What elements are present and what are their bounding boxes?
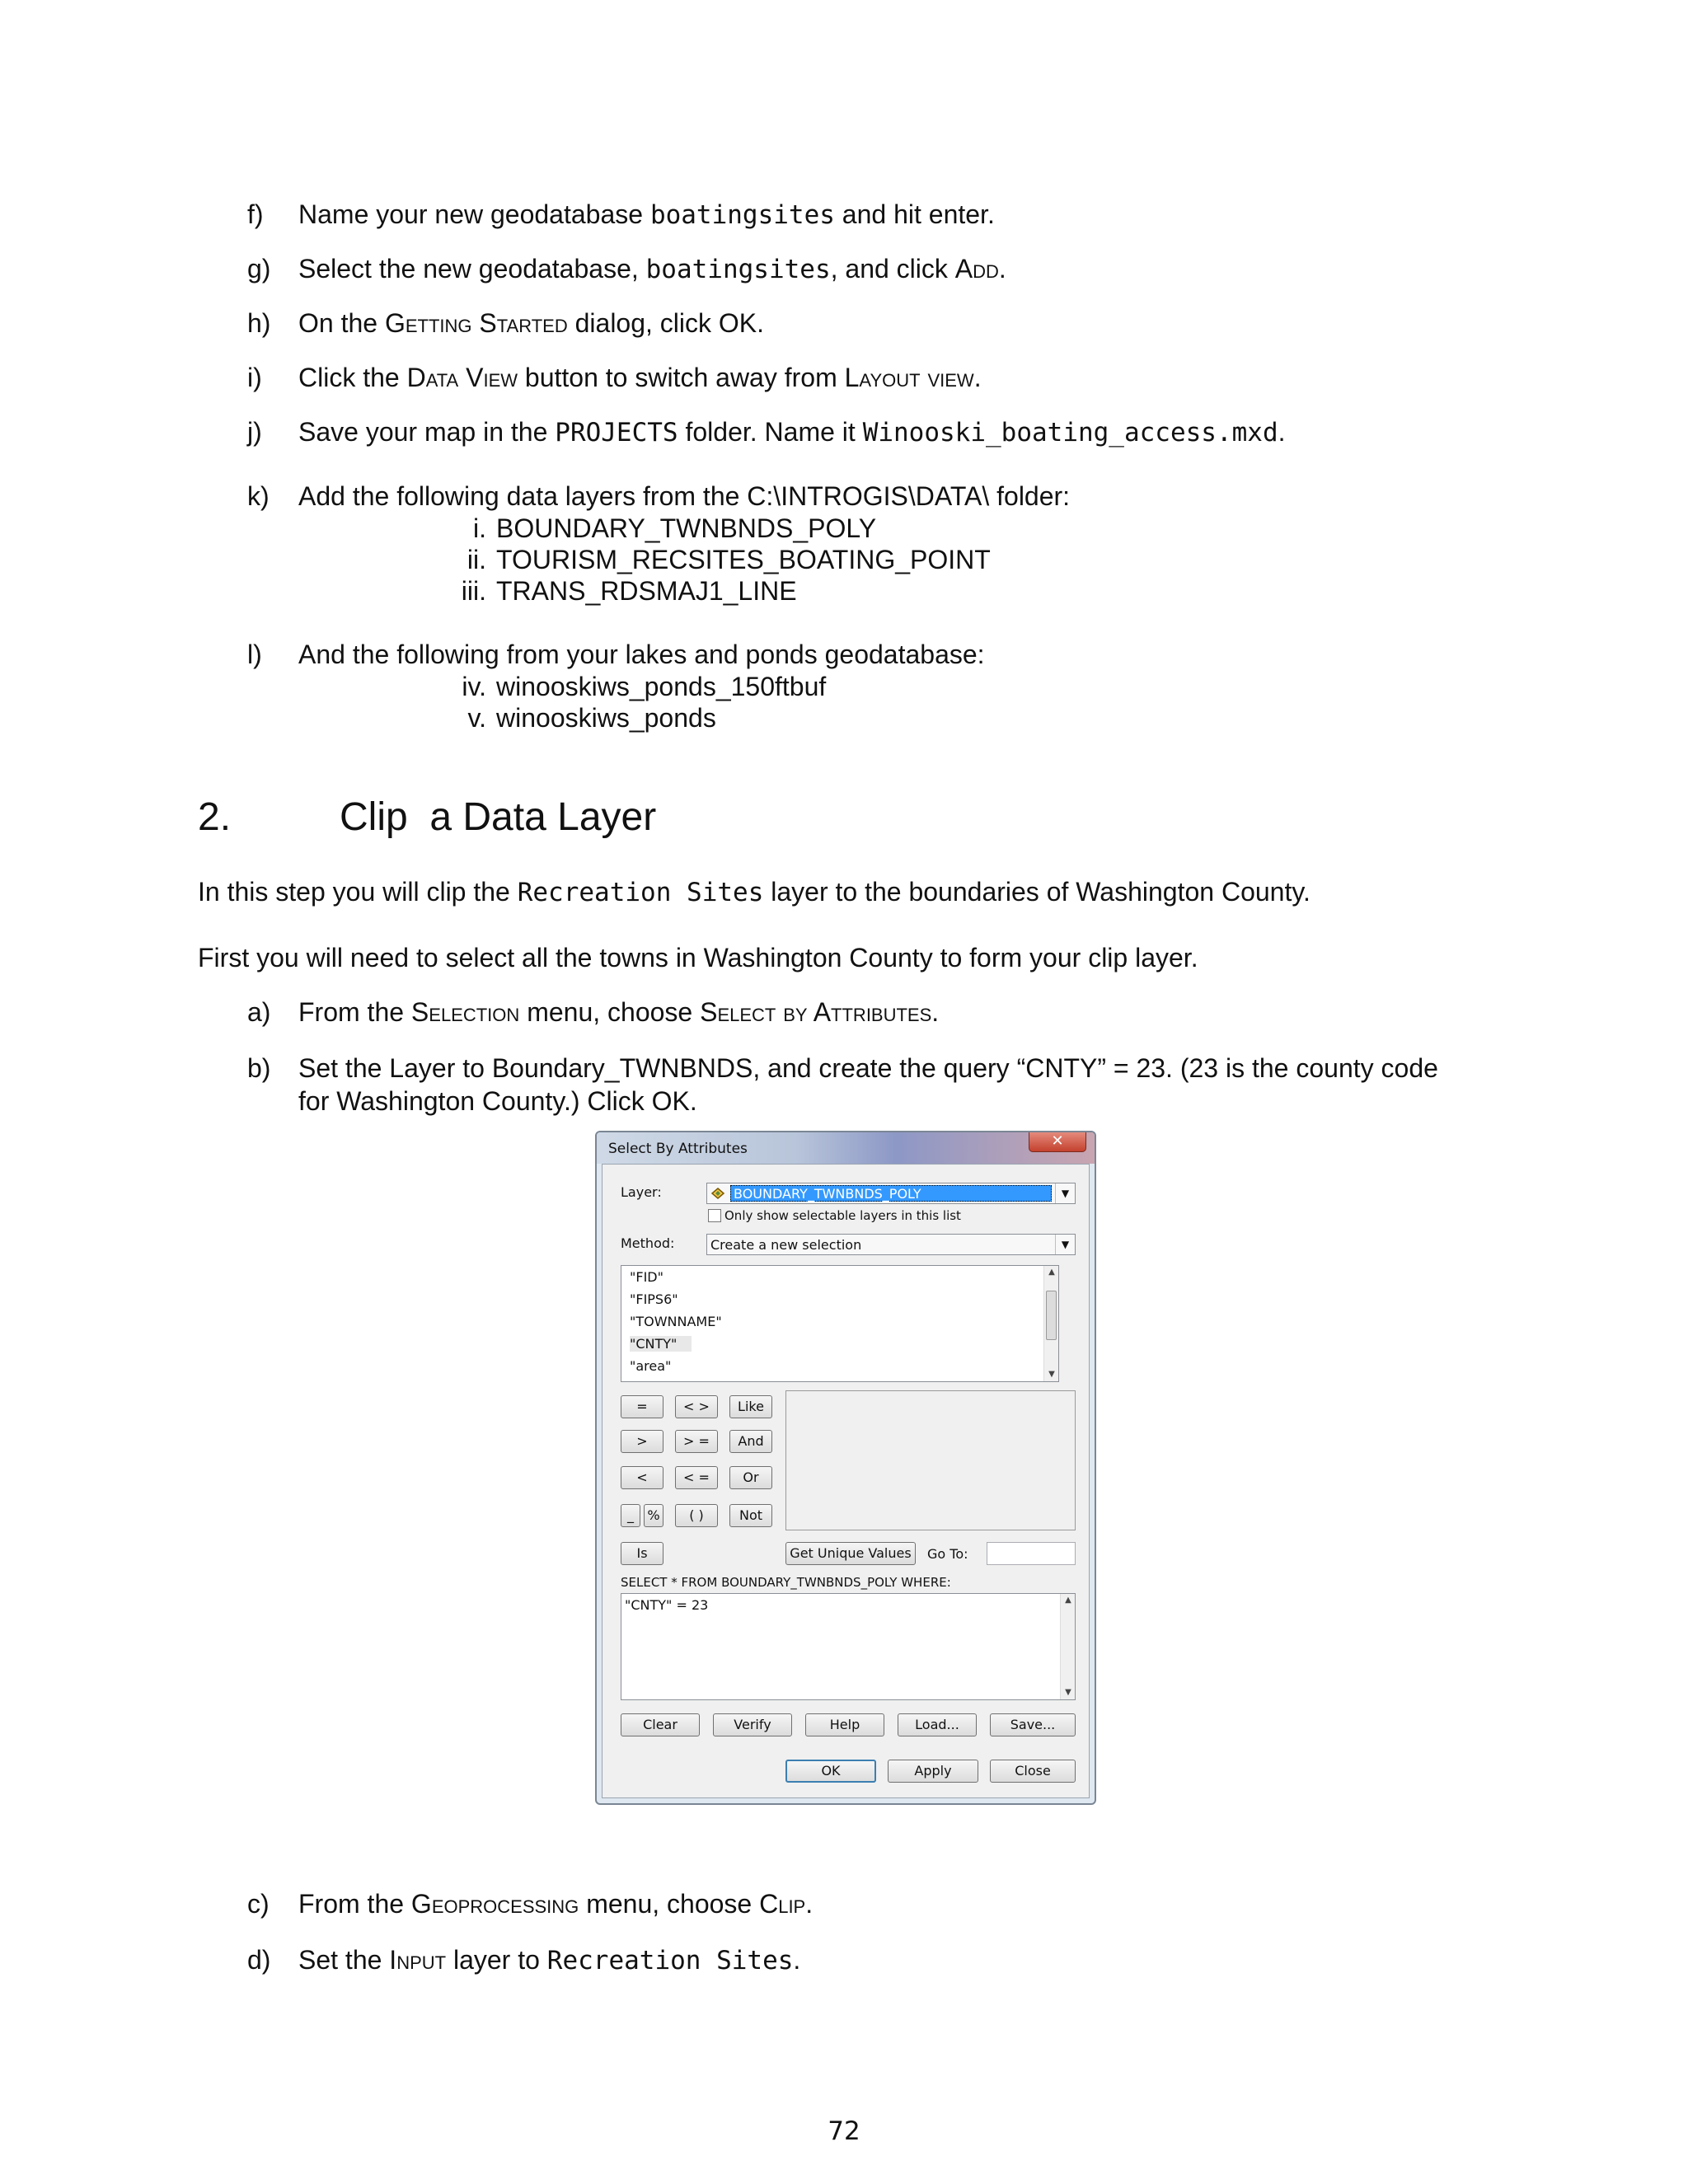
list-item[interactable]: "FIPS6" (630, 1291, 678, 1307)
list-item[interactable]: "area" (630, 1358, 672, 1374)
method-dropdown[interactable] (706, 1234, 1076, 1255)
ui-term: Clip (759, 1889, 806, 1919)
step-text: Set the Layer to Boundary_TWNBNDS, and create the query “CNTY” = 23. (23 is the county code (298, 1053, 1438, 1083)
step-label: k) (247, 481, 270, 511)
layer-label: Layer: (621, 1184, 662, 1200)
select-by-attributes-dialog (595, 1131, 1096, 1805)
greater-equal-button[interactable]: > = (675, 1430, 718, 1453)
folder-name: PROJECTS (555, 418, 678, 448)
goto-input[interactable] (987, 1542, 1076, 1565)
list-item-selected[interactable]: "CNTY" (630, 1336, 692, 1352)
ui-term: Add (954, 254, 999, 284)
help-button[interactable]: Help (805, 1713, 884, 1736)
section-number: 2. (198, 795, 232, 839)
step-text: And the following from your lakes and ponds geodatabase: (298, 640, 985, 669)
step-text: Select the new geodatabase, (298, 254, 646, 284)
layer-dropdown[interactable] (706, 1183, 1076, 1204)
save-button[interactable]: Save... (990, 1713, 1076, 1736)
file-name: boatingsites (645, 255, 831, 284)
expression-value: "CNTY" = 23 (625, 1597, 709, 1613)
file-name: Winooski_boating_access.mxd (862, 418, 1278, 448)
scroll-up-icon[interactable]: ▲ (1048, 1268, 1055, 1277)
chevron-down-icon: ▼ (1055, 1235, 1075, 1254)
page-number: 72 (828, 2116, 860, 2146)
only-selectable-label: Only show selectable layers in this list (724, 1208, 961, 1223)
step-label: c) (247, 1889, 270, 1919)
close-button[interactable]: Close (990, 1760, 1076, 1783)
greater-than-button[interactable]: > (621, 1430, 663, 1453)
method-label: Method: (621, 1235, 675, 1251)
step-text: . (1278, 417, 1286, 447)
scroll-up-icon[interactable]: ▲ (1065, 1596, 1071, 1605)
step-label: h) (247, 308, 271, 338)
document-page: f) Name your new geodatabase boatingsites and hit enter. g) Select the new geodatabase, boatingsites, and click Add. h) On the Getting Started dialog, click OK. i) Click the Data View button to switch away from Layout view. j) Save your map in the PROJECTS folder. Name it Winooski_boating_access.mxd. k) Add the following data layers from the C:\INTROGIS\DATA\ folder: i. BOUNDARY_TWNBNDS_POLY ii. TOURISM_RECSITES_BOATING_POINT iii. TRANS_RDSMAJ1_LINE l) And the following from your lakes and ponds geodatabase: iv. winooskiws_ponds_150ftbuf v. winooskiws_ponds 2. Clip a Data Layer In this step you will clip the Recreation Sites layer to the boundaries of Washington County. First you will need to select all the towns in Washington County to form your clip layer. a) From the Selection menu, choose Select by Attributes. b) Set the Layer to Boundary_TWNBNDS, and create the query “CNTY” = 23. (23 is the county code for Washington County.) Click OK. Select By Attributes ✕ Layer: BOUNDARY_TWNBNDS_POLY ▼ Only show selectable layers in this list Method: Create a new selection ▼ "FID" "FIPS6" "TOWNNAME" "CNTY" "area" ▲ ▼ = < > Like > > = And < < = Or _ % ( ) Not Is Get Unique Values Go To: SELECT * FROM BOUNDARY_TWNBNDS_POLY WHERE: "CNTY" = 23 ▲ ▼ Clear Verify Help Load... Save... OK Apply Close c) From the Geoprocessing menu, choose Clip. d) Set the Input layer to Recreation Sites. 72 (0, 0, 1688, 2184)
ui-term: Getting Started (384, 308, 568, 338)
is-button[interactable]: Is (621, 1542, 663, 1565)
dialog-title: Select By Attributes (608, 1141, 748, 1157)
step-text: Click the (298, 363, 407, 392)
layer-name: Recreation Sites (546, 1946, 794, 1975)
ui-term: Select by Attributes (700, 997, 932, 1027)
fields-list[interactable] (621, 1265, 1059, 1382)
dialog-titlebar (597, 1132, 1095, 1164)
and-button[interactable]: And (729, 1430, 772, 1453)
expression-textarea[interactable] (621, 1593, 1076, 1700)
less-equal-button[interactable]: < = (675, 1466, 718, 1489)
verify-button[interactable]: Verify (713, 1713, 792, 1736)
step-label: a) (247, 997, 271, 1027)
step-label: f) (247, 199, 264, 229)
or-button[interactable]: Or (729, 1466, 772, 1489)
scroll-thumb[interactable] (1046, 1291, 1057, 1340)
dialog-body (602, 1164, 1090, 1798)
like-button[interactable]: Like (729, 1395, 772, 1418)
step-text: , and click (830, 254, 955, 284)
paragraph: In this step you will clip the Recreation Sites layer to the boundaries of Washington County. (198, 877, 1311, 907)
ui-term: Input (389, 1945, 447, 1975)
only-selectable-checkbox[interactable] (708, 1209, 721, 1222)
method-value: Create a new selection (710, 1237, 862, 1253)
scroll-down-icon[interactable]: ▼ (1048, 1370, 1055, 1379)
layer-name: Recreation Sites (517, 878, 764, 907)
apply-button[interactable]: Apply (888, 1760, 978, 1783)
equals-button[interactable]: = (621, 1395, 663, 1418)
less-than-button[interactable]: < (621, 1466, 663, 1489)
step-label: i) (247, 363, 262, 392)
step-text: button to switch away from (518, 363, 845, 392)
step-text: for Washington County.) Click OK. (298, 1086, 697, 1116)
get-unique-values-button[interactable]: Get Unique Values (785, 1542, 916, 1565)
step-text: and hit enter. (834, 199, 995, 229)
underscore-button[interactable]: _ (621, 1504, 640, 1527)
step-text: dialog, click OK. (567, 308, 765, 338)
list-item[interactable]: "TOWNNAME" (630, 1314, 722, 1329)
file-name: boatingsites (649, 200, 835, 230)
ui-term: Selection (410, 997, 520, 1027)
layer-value: BOUNDARY_TWNBNDS_POLY (730, 1185, 1052, 1202)
fields-scrollbar[interactable] (1043, 1266, 1058, 1381)
percent-button[interactable]: % (644, 1504, 663, 1527)
scroll-down-icon[interactable]: ▼ (1065, 1688, 1071, 1697)
ok-button[interactable]: OK (785, 1760, 876, 1783)
ui-term: Geoprocessing (410, 1889, 579, 1919)
load-button[interactable]: Load... (898, 1713, 977, 1736)
step-label: b) (247, 1053, 271, 1083)
step-text: . (998, 254, 1006, 284)
list-item[interactable]: "FID" (630, 1269, 663, 1285)
paragraph: First you will need to select all the towns in Washington County to form your clip layer. (198, 943, 1198, 972)
not-equal-button[interactable]: < > (675, 1395, 718, 1418)
polygon-layer-icon (710, 1187, 725, 1200)
ui-term: Layout view (844, 363, 974, 392)
step-text: Add the following data layers from the C:\INTROGIS\DATA\ folder: (298, 481, 1071, 511)
step-label: g) (247, 254, 271, 284)
not-button[interactable]: Not (729, 1504, 772, 1527)
step-text: Save your map in the (298, 417, 556, 447)
step-text: Name your new geodatabase (298, 199, 650, 229)
goto-label: Go To: (927, 1546, 968, 1562)
section-title: Clip a Data Layer (340, 795, 657, 839)
unique-values-list[interactable] (785, 1390, 1076, 1530)
expression-scrollbar[interactable] (1060, 1594, 1075, 1699)
ui-term: Data View (406, 363, 518, 392)
step-text: On the (298, 308, 385, 338)
step-text: folder. Name it (678, 417, 863, 447)
sql-prefix: SELECT * FROM BOUNDARY_TWNBNDS_POLY WHERE: (621, 1575, 951, 1590)
step-label: j) (247, 417, 262, 447)
chevron-down-icon: ▼ (1055, 1183, 1075, 1203)
close-icon[interactable]: ✕ (1029, 1132, 1086, 1152)
step-label: d) (247, 1945, 271, 1975)
parentheses-button[interactable]: ( ) (675, 1504, 718, 1527)
clear-button[interactable]: Clear (621, 1713, 700, 1736)
step-label: l) (247, 640, 262, 669)
step-text: . (973, 363, 982, 392)
